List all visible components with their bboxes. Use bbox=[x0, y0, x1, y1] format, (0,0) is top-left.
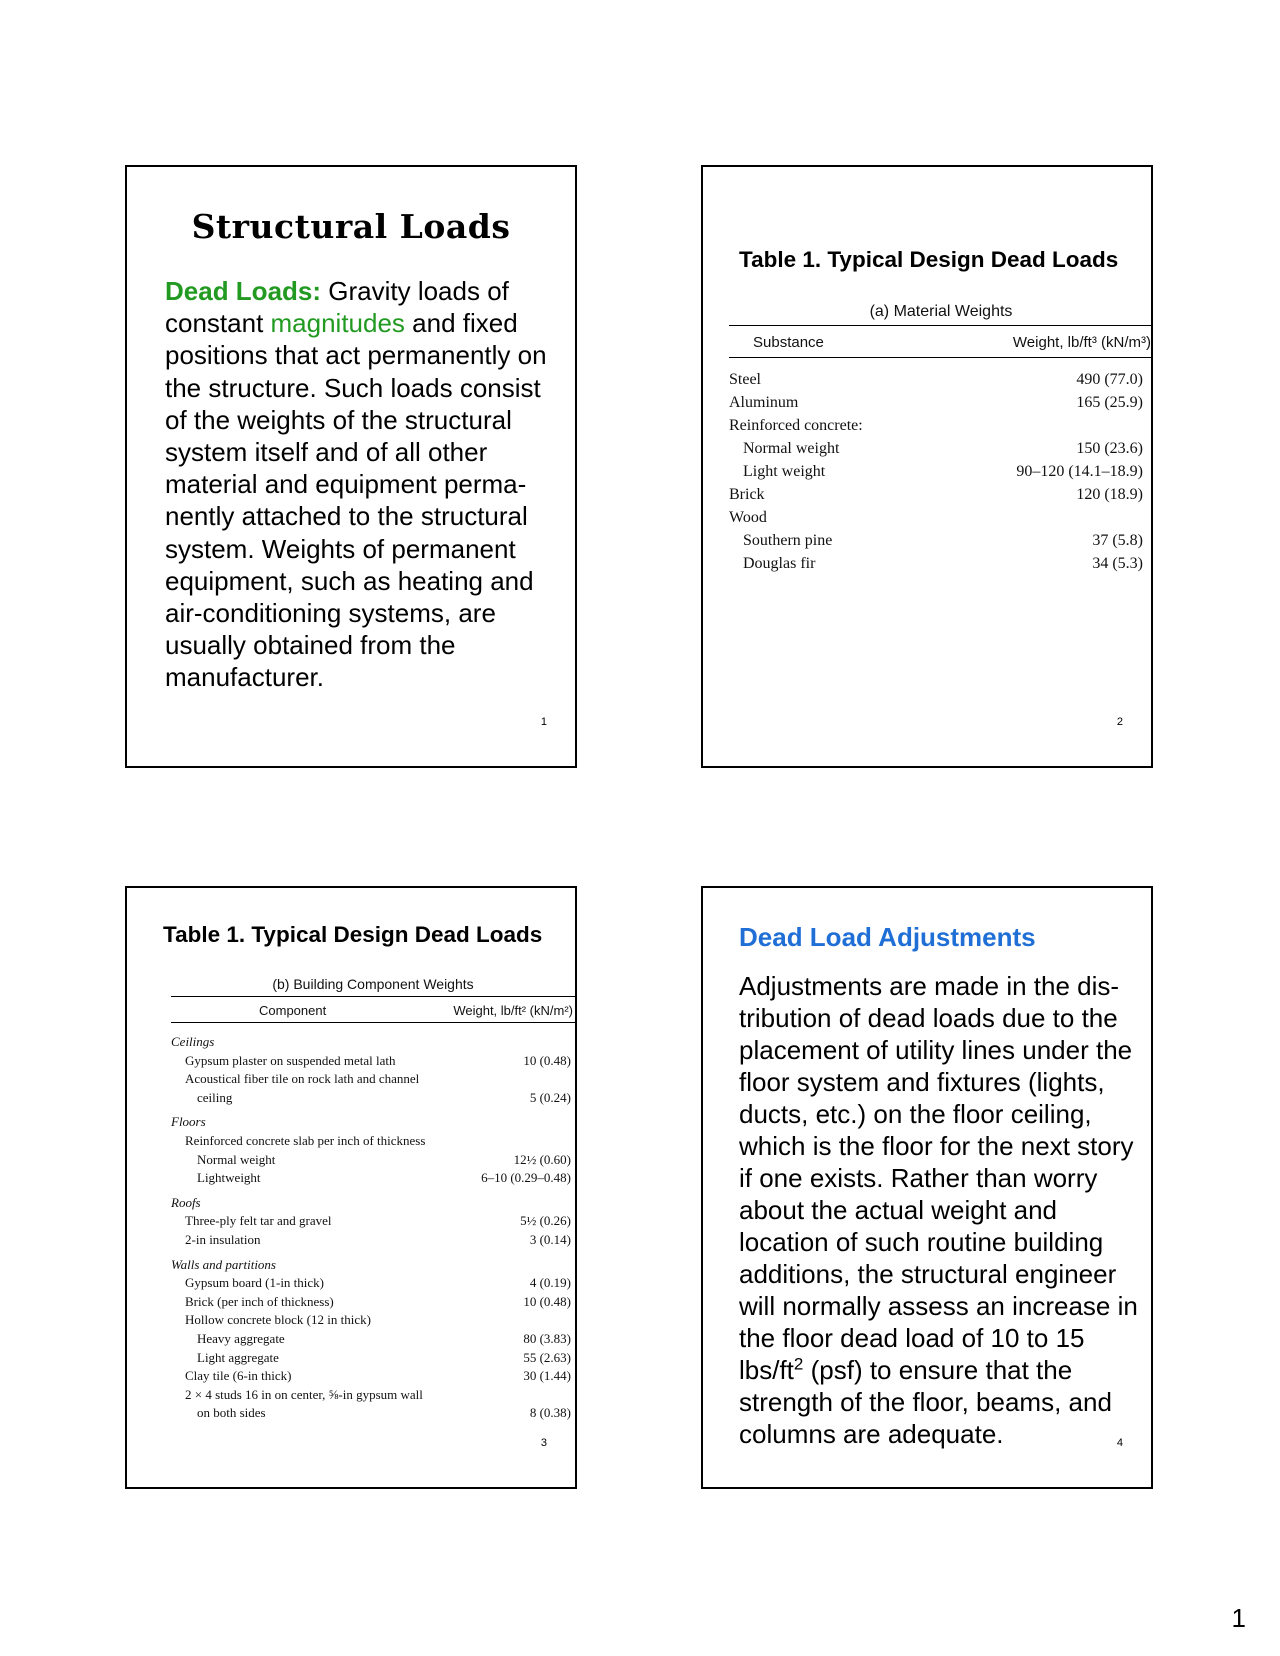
table-row: Light weight 90–120 (14.1–18.9) bbox=[743, 463, 1143, 480]
table-header bbox=[171, 997, 575, 1023]
table-row: Lightweight 6–10 (0.29–0.48) bbox=[197, 1170, 571, 1186]
table-row: Normal weight 12½ (0.60) bbox=[197, 1151, 571, 1167]
material-weights-table bbox=[729, 303, 1153, 575]
table-row: Acoustical fiber tile on rock lath and channel bbox=[185, 1071, 420, 1087]
table-row: Steel 490 (77.0) bbox=[729, 371, 1143, 388]
table-row: on both sides 8 (0.38) bbox=[197, 1405, 571, 1421]
magnitudes-term: magnitudes bbox=[270, 308, 405, 339]
table-row: Hollow concrete block (12 in thick) bbox=[185, 1312, 371, 1328]
superscript: 2 bbox=[793, 1354, 804, 1374]
column-header-substance: Substance bbox=[753, 334, 824, 351]
table-row: Gypsum board (1-in thick) 4 (0.19) bbox=[185, 1275, 571, 1291]
body-text-a: Adjustments are made in the dis-tribution of dead loads due to the placement of utility lines under the floor system and fixtures (lights, ducts, etc.) on the floor ceiling, which is the floor for the next story if one exists. Rather than worry about the actual weight and location of such routine building additions, the structural engineer will normally assess an increase in the floor dead load of 10 to 15 lbs/ft bbox=[739, 971, 1138, 1385]
table-title: Table 1. Typical Design Dead Loads bbox=[163, 922, 543, 947]
body-text-a: Gravity loads of constant bbox=[165, 276, 509, 339]
slide-1-body bbox=[165, 275, 559, 694]
table-row: Brick 120 (18.9) bbox=[729, 486, 1143, 503]
slide-1 bbox=[125, 165, 577, 768]
table-row: 2-in insulation 3 (0.14) bbox=[185, 1231, 571, 1247]
component-weights-table bbox=[171, 976, 575, 1423]
table-row: Three-ply felt tar and gravel 5½ (0.26) bbox=[185, 1213, 571, 1229]
table-row: Southern pine 37 (5.8) bbox=[743, 532, 1143, 549]
category-row: Ceilings bbox=[171, 1034, 215, 1049]
table-row: 2 × 4 studs 16 in on center, ⅝-in gypsum wall bbox=[185, 1386, 423, 1402]
category-row: Roofs bbox=[171, 1194, 201, 1210]
column-header-component: Component bbox=[259, 1003, 327, 1018]
category-row: Walls and partitions bbox=[171, 1256, 276, 1272]
table-row: Reinforced concrete: bbox=[729, 417, 863, 434]
table-row: Heavy aggregate 80 (3.83) bbox=[197, 1330, 571, 1346]
body-text-b: and fixed positions that act permanently on the structure. Such loads consist of the weights of the structural system itself and of all other material and equipment perma-nently attached to the structural system. Weights of permanent equipment, such as heating and air-conditioning systems, are usually obtained from the manufacturer. bbox=[165, 308, 547, 693]
slide-number: 1 bbox=[540, 716, 547, 728]
table-row: Light aggregate 55 (2.63) bbox=[197, 1349, 571, 1365]
slide-4 bbox=[701, 886, 1153, 1489]
table-row: Normal weight 150 (23.6) bbox=[743, 440, 1143, 457]
slide-3 bbox=[125, 886, 577, 1489]
column-header-weight: Weight, lb/ft² (kN/m²) bbox=[453, 1003, 573, 1018]
table-row: Wood bbox=[729, 509, 767, 526]
table-row: Gypsum plaster on suspended metal lath 10 (0.48) bbox=[185, 1052, 571, 1068]
column-header-weight: Weight, lb/ft³ (kN/m³) bbox=[1012, 334, 1151, 351]
slide-4-body bbox=[739, 970, 1147, 1450]
slide-4-heading: Dead Load Adjustments bbox=[739, 922, 1036, 952]
slide-2 bbox=[701, 165, 1153, 768]
table-row: ceiling 5 (0.24) bbox=[197, 1089, 571, 1105]
table-row: Clay tile (6-in thick) 30 (1.44) bbox=[185, 1368, 571, 1384]
table-caption: (a) Material Weights bbox=[729, 303, 1153, 326]
table-row: Reinforced concrete slab per inch of thickness bbox=[185, 1132, 426, 1148]
slide-number: 2 bbox=[1116, 716, 1123, 728]
slide-number: 3 bbox=[540, 1437, 547, 1449]
page-number: 1 bbox=[1231, 1603, 1246, 1633]
table-row: Douglas fir 34 (5.3) bbox=[743, 555, 1143, 572]
slide-number: 4 bbox=[1116, 1437, 1123, 1449]
table-row: Brick (per inch of thickness) 10 (0.48) bbox=[185, 1293, 571, 1309]
slide-1-title: Structural Loads bbox=[191, 207, 511, 246]
table-row: Aluminum 165 (25.9) bbox=[729, 394, 1143, 411]
category-row: Floors bbox=[171, 1114, 206, 1130]
dead-loads-term: Dead Loads: bbox=[165, 276, 322, 306]
table-title: Table 1. Typical Design Dead Loads bbox=[739, 247, 1119, 272]
table-header bbox=[729, 326, 1153, 358]
body-text-b: (psf) to ensure that the strength of the floor, beams, and columns are adequate. bbox=[739, 1355, 1112, 1449]
table-caption: (b) Building Component Weights bbox=[171, 976, 575, 997]
